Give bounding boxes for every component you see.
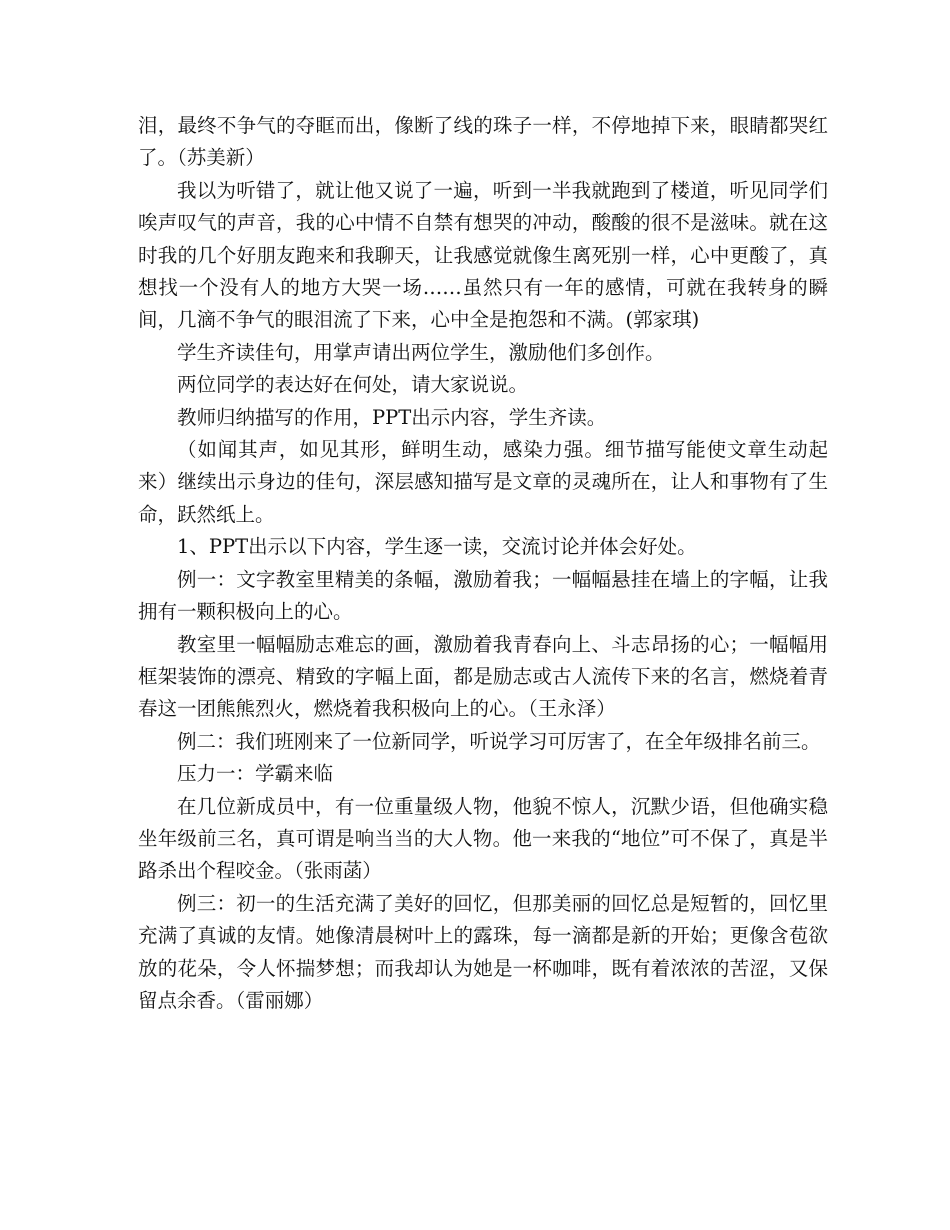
paragraph: （如闻其声，如见其形，鲜明生动，感染力强。细节描写能使文章生动起来）继续出示身边的佳句，深层感知描写是文章的灵魂所在，让人和事物有了生命，跃然纸上。: [138, 438, 828, 526]
document-body: [138, 110, 828, 1017]
paragraph: 例一：文字教室里精美的条幅，激励着我；一幅幅悬挂在墙上的字幅，让我拥有一颗积极向上的心。: [138, 567, 828, 624]
paragraph: 学生齐读佳句，用掌声请出两位学生，激励他们多创作。: [177, 340, 665, 364]
paragraph: 在几位新成员中，有一位重量级人物，他貌不惊人，沉默少语，但他确实稳坐年级前三名，真可谓是响当当的大人物。他一来我的“地位”可不保了，真是半路杀出个程咬金。（张雨菡）: [138, 794, 828, 883]
paragraph: 两位同学的表达好在何处，请大家说说。: [177, 373, 529, 397]
paragraph: 泪，最终不争气的夺眶而出，像断了线的珠子一样，不停地掉下来，眼睛都哭红了。（苏美新）: [138, 114, 828, 170]
paragraph: 例二：我们班刚来了一位新同学，听说学习可厉害了，在全年级排名前三。: [177, 729, 821, 753]
paragraph: 压力一：学霸来临: [177, 762, 334, 786]
paragraph: 教室里一幅幅励志难忘的画，激励着我青春向上、斗志昂扬的心；一幅幅用框架装饰的漂亮、精致的字幅上面，都是励志或古人流传下来的名言，燃烧着青春这一团熊熊烈火，燃烧着我积极向上的心。（王永泽）: [138, 632, 828, 721]
paragraph: 1、PPT出示以下内容，学生逐一读，交流讨论并体会好处。: [177, 535, 697, 559]
paragraph: 教师归纳描写的作用，PPT出示内容，学生齐读。: [177, 405, 607, 429]
paragraph: 例三：初一的生活充满了美好的回忆，但那美丽的回忆总是短暂的，回忆里充满了真诚的友情。她像清晨树叶上的露珠，每一滴都是新的开始；更像含苞欲放的花朵，令人怀揣梦想；而我却认为她是一杯咖啡，既有着浓浓的苦涩，又保留点余香。（雷丽娜）: [138, 891, 828, 1012]
paragraph: 我以为听错了，就让他又说了一遍，听到一半我就跑到了楼道，听见同学们唉声叹气的声音，我的心中情不自禁有想哭的冲动，酸酸的很不是滋味。就在这时我的几个好朋友跑来和我聊天，让我感觉就像生离死别一样，心中更酸了，真想找一个没有人的地方大哭一场……虽然只有一年的感情，可就在我转身的瞬间，几滴不争气的眼泪流了下来，心中全是抱怨和不满。(郭家琪): [138, 178, 828, 332]
